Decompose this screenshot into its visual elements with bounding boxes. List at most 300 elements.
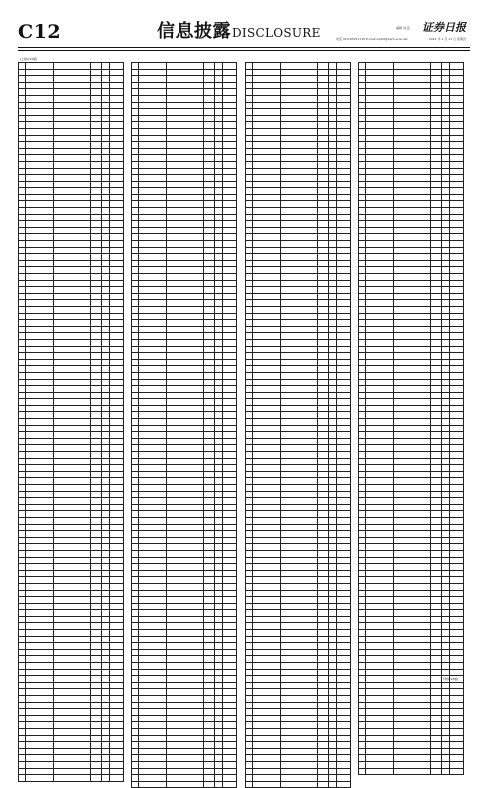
table-cell <box>318 116 329 122</box>
table-cell <box>246 234 253 240</box>
table-cell <box>215 76 223 82</box>
table-cell <box>19 89 26 95</box>
table-row <box>359 294 464 301</box>
table-cell <box>318 564 329 570</box>
table-cell <box>26 63 54 69</box>
table-cell <box>110 703 124 709</box>
table-cell <box>102 109 110 115</box>
table-cell <box>246 492 253 498</box>
table-cell <box>102 320 110 326</box>
table-cell <box>431 248 442 254</box>
table-cell <box>54 201 91 207</box>
table-cell <box>54 373 91 379</box>
table-cell <box>54 412 91 418</box>
table-cell <box>431 353 442 359</box>
table-cell <box>167 623 204 629</box>
table-row <box>246 782 351 788</box>
table-cell <box>91 307 102 313</box>
table-cell <box>215 274 223 280</box>
table-cell <box>91 558 102 564</box>
table-cell <box>246 445 253 451</box>
table-cell <box>329 201 337 207</box>
table-cell <box>281 360 318 366</box>
table-cell <box>139 320 167 326</box>
table-row <box>132 452 237 459</box>
table-cell <box>366 169 394 175</box>
table-cell <box>91 228 102 234</box>
table-row <box>132 373 237 380</box>
table-cell <box>442 294 450 300</box>
table-cell <box>215 492 223 498</box>
table-cell <box>204 347 215 353</box>
table-cell <box>329 465 337 471</box>
table-cell <box>450 162 464 168</box>
table-cell <box>337 755 351 761</box>
table-cell <box>223 742 237 748</box>
table-cell <box>337 630 351 636</box>
table-cell <box>329 83 337 89</box>
table-cell <box>246 327 253 333</box>
table-row <box>19 571 124 578</box>
table-cell <box>450 597 464 603</box>
table-cell <box>394 610 431 616</box>
table-cell <box>132 208 139 214</box>
table-cell <box>215 465 223 471</box>
table-cell <box>253 89 281 95</box>
newspaper-logo: 证券日报 <box>422 21 466 34</box>
table-cell <box>359 650 366 656</box>
table-cell <box>91 584 102 590</box>
table-row <box>132 386 237 393</box>
table-cell <box>102 228 110 234</box>
table-cell <box>431 175 442 181</box>
table-cell <box>91 201 102 207</box>
table-cell <box>204 412 215 418</box>
table-row <box>132 63 237 70</box>
table-cell <box>450 643 464 649</box>
table-cell <box>337 347 351 353</box>
table-cell <box>394 360 431 366</box>
table-cell <box>450 89 464 95</box>
table-cell <box>442 373 450 379</box>
table-cell <box>91 353 102 359</box>
table-cell <box>253 83 281 89</box>
table-cell <box>253 406 281 412</box>
table-cell <box>394 155 431 161</box>
table-cell <box>19 83 26 89</box>
table-cell <box>281 709 318 715</box>
table-cell <box>167 643 204 649</box>
table-cell <box>110 195 124 201</box>
table-cell <box>246 769 253 775</box>
table-cell <box>110 373 124 379</box>
table-cell <box>139 769 167 775</box>
table-cell <box>431 663 442 669</box>
table-row <box>359 169 464 176</box>
table-row <box>246 525 351 532</box>
table-cell <box>366 281 394 287</box>
table-cell <box>91 518 102 524</box>
table-cell <box>442 696 450 702</box>
table-cell <box>139 755 167 761</box>
table-cell <box>359 188 366 194</box>
table-cell <box>132 564 139 570</box>
table-cell <box>167 571 204 577</box>
table-cell <box>132 287 139 293</box>
table-cell <box>102 584 110 590</box>
table-row <box>19 610 124 617</box>
table-row <box>246 630 351 637</box>
table-row <box>246 762 351 769</box>
table-cell <box>431 169 442 175</box>
table-cell <box>394 676 431 682</box>
table-cell <box>450 399 464 405</box>
table-cell <box>337 689 351 695</box>
table-cell <box>19 465 26 471</box>
table-cell <box>329 76 337 82</box>
table-cell <box>54 656 91 662</box>
table-cell <box>54 320 91 326</box>
table-cell <box>139 307 167 313</box>
table-cell <box>318 393 329 399</box>
table-row <box>132 518 237 525</box>
table-cell <box>110 459 124 465</box>
table-cell <box>318 551 329 557</box>
table-cell <box>215 267 223 273</box>
table-cell <box>359 505 366 511</box>
table-cell <box>102 525 110 531</box>
table-cell <box>139 498 167 504</box>
table-cell <box>329 393 337 399</box>
table-cell <box>91 465 102 471</box>
table-cell <box>394 762 431 768</box>
table-cell <box>26 445 54 451</box>
table-cell <box>139 380 167 386</box>
table-cell <box>110 689 124 695</box>
table-cell <box>19 287 26 293</box>
table-cell <box>167 769 204 775</box>
table-cell <box>215 525 223 531</box>
table-cell <box>110 347 124 353</box>
table-cell <box>132 670 139 676</box>
table-cell <box>253 709 281 715</box>
table-cell <box>450 412 464 418</box>
table-cell <box>91 248 102 254</box>
table-cell <box>19 749 26 755</box>
table-cell <box>253 782 281 788</box>
table-row <box>359 63 464 70</box>
table-cell <box>139 432 167 438</box>
table-cell <box>359 663 366 669</box>
table-cell <box>215 531 223 537</box>
table-row <box>19 234 124 241</box>
table-cell <box>359 591 366 597</box>
table-cell <box>394 591 431 597</box>
table-cell <box>223 650 237 656</box>
table-row <box>246 637 351 644</box>
table-cell <box>132 505 139 511</box>
table-cell <box>102 703 110 709</box>
table-cell <box>139 188 167 194</box>
table-cell <box>132 188 139 194</box>
table-cell <box>223 347 237 353</box>
table-cell <box>223 525 237 531</box>
table-cell <box>246 406 253 412</box>
table-cell <box>139 109 167 115</box>
table-cell <box>110 696 124 702</box>
table-cell <box>102 749 110 755</box>
table-cell <box>215 584 223 590</box>
table-cell <box>139 76 167 82</box>
table-cell <box>281 525 318 531</box>
table-cell <box>204 511 215 517</box>
table-cell <box>91 366 102 372</box>
table-cell <box>337 577 351 583</box>
table-cell <box>246 432 253 438</box>
table-cell <box>132 498 139 504</box>
table-cell <box>132 116 139 122</box>
table-cell <box>394 333 431 339</box>
table-cell <box>431 459 442 465</box>
table-cell <box>253 169 281 175</box>
table-cell <box>19 551 26 557</box>
table-cell <box>318 406 329 412</box>
table-cell <box>394 215 431 221</box>
table-cell <box>431 492 442 498</box>
table-cell <box>54 538 91 544</box>
table-cell <box>253 531 281 537</box>
table-cell <box>246 412 253 418</box>
table-row <box>246 76 351 83</box>
table-row <box>132 122 237 129</box>
table-cell <box>167 386 204 392</box>
table-cell <box>394 136 431 142</box>
table-cell <box>337 221 351 227</box>
table-cell <box>54 399 91 405</box>
table-cell <box>19 248 26 254</box>
table-cell <box>215 419 223 425</box>
table-cell <box>281 564 318 570</box>
table-cell <box>110 683 124 689</box>
table-cell <box>450 294 464 300</box>
table-cell <box>318 736 329 742</box>
table-cell <box>281 155 318 161</box>
table-cell <box>102 333 110 339</box>
table-cell <box>450 307 464 313</box>
table-cell <box>102 241 110 247</box>
table-cell <box>132 544 139 550</box>
table-cell <box>329 175 337 181</box>
table-cell <box>102 432 110 438</box>
table-cell <box>102 201 110 207</box>
table-cell <box>215 426 223 432</box>
table-cell <box>246 452 253 458</box>
table-cell <box>442 314 450 320</box>
table-cell <box>139 122 167 128</box>
table-cell <box>167 281 204 287</box>
table-cell <box>442 201 450 207</box>
table-cell <box>329 109 337 115</box>
table-row <box>132 564 237 571</box>
table-cell <box>26 604 54 610</box>
table-cell <box>139 63 167 69</box>
table-cell <box>167 558 204 564</box>
table-cell <box>19 274 26 280</box>
table-row <box>19 637 124 644</box>
table-cell <box>431 234 442 240</box>
table-cell <box>102 353 110 359</box>
table-cell <box>329 478 337 484</box>
table-cell <box>204 188 215 194</box>
table-cell <box>54 188 91 194</box>
table-cell <box>450 670 464 676</box>
table-cell <box>204 762 215 768</box>
table-row <box>246 722 351 729</box>
table-cell <box>19 525 26 531</box>
table-cell <box>337 478 351 484</box>
table-row <box>132 769 237 776</box>
table-cell <box>318 689 329 695</box>
table-cell <box>359 558 366 564</box>
table-cell <box>329 597 337 603</box>
table-cell <box>359 452 366 458</box>
table-cell <box>394 175 431 181</box>
table-cell <box>246 399 253 405</box>
table-cell <box>253 472 281 478</box>
table-cell <box>26 643 54 649</box>
table-cell <box>281 445 318 451</box>
table-cell <box>318 155 329 161</box>
table-cell <box>215 234 223 240</box>
table-cell <box>253 399 281 405</box>
table-row <box>132 597 237 604</box>
table-row <box>246 353 351 360</box>
table-row <box>19 736 124 743</box>
table-cell <box>167 478 204 484</box>
table-cell <box>366 261 394 267</box>
table-cell <box>329 314 337 320</box>
table-cell <box>329 558 337 564</box>
table-cell <box>204 722 215 728</box>
table-cell <box>54 169 91 175</box>
table-cell <box>253 762 281 768</box>
table-cell <box>215 518 223 524</box>
table-cell <box>246 703 253 709</box>
table-row <box>132 83 237 90</box>
table-cell <box>431 195 442 201</box>
table-cell <box>91 591 102 597</box>
table-cell <box>132 63 139 69</box>
table-row <box>132 201 237 208</box>
table-row <box>359 70 464 77</box>
table-row <box>246 234 351 241</box>
table-cell <box>110 188 124 194</box>
table-row <box>246 663 351 670</box>
table-cell <box>54 689 91 695</box>
table-row <box>132 544 237 551</box>
table-cell <box>215 729 223 735</box>
table-cell <box>359 175 366 181</box>
table-cell <box>450 254 464 260</box>
table-cell <box>253 492 281 498</box>
table-cell <box>337 465 351 471</box>
table-cell <box>394 525 431 531</box>
table-cell <box>167 511 204 517</box>
table-cell <box>253 340 281 346</box>
table-cell <box>54 261 91 267</box>
table-cell <box>329 518 337 524</box>
table-row <box>246 195 351 202</box>
table-cell <box>394 169 431 175</box>
table-cell <box>318 432 329 438</box>
table-cell <box>91 426 102 432</box>
table-cell <box>215 129 223 135</box>
table-row <box>246 162 351 169</box>
table-cell <box>337 439 351 445</box>
table-cell <box>215 201 223 207</box>
table-cell <box>394 320 431 326</box>
table-cell <box>26 129 54 135</box>
table-row <box>19 221 124 228</box>
table-cell <box>91 122 102 128</box>
table-cell <box>167 531 204 537</box>
table-cell <box>204 360 215 366</box>
table-row <box>132 307 237 314</box>
table-cell <box>167 89 204 95</box>
table-cell <box>167 505 204 511</box>
table-cell <box>91 162 102 168</box>
table-cell <box>167 637 204 643</box>
table-cell <box>253 591 281 597</box>
table-row <box>359 623 464 630</box>
table-cell <box>337 83 351 89</box>
table-cell <box>359 116 366 122</box>
table-row <box>19 696 124 703</box>
table-cell <box>223 221 237 227</box>
table-cell <box>442 129 450 135</box>
table-row <box>359 531 464 538</box>
table-cell <box>204 670 215 676</box>
table-row <box>359 241 464 248</box>
table-row <box>132 505 237 512</box>
table-cell <box>442 478 450 484</box>
table-cell <box>366 604 394 610</box>
table-row <box>19 755 124 762</box>
table-cell <box>215 432 223 438</box>
table-cell <box>366 564 394 570</box>
table-cell <box>281 663 318 669</box>
table-cell <box>167 696 204 702</box>
table-cell <box>394 208 431 214</box>
table-cell <box>102 643 110 649</box>
table-cell <box>431 96 442 102</box>
table-cell <box>139 419 167 425</box>
table-cell <box>329 683 337 689</box>
table-row <box>359 769 464 776</box>
table-cell <box>132 215 139 221</box>
table-row <box>359 472 464 479</box>
table-cell <box>91 195 102 201</box>
table-cell <box>167 749 204 755</box>
table-cell <box>281 182 318 188</box>
table-cell <box>253 373 281 379</box>
table-cell <box>110 755 124 761</box>
table-row <box>19 676 124 683</box>
table-cell <box>223 63 237 69</box>
table-cell <box>91 103 102 109</box>
table-cell <box>253 116 281 122</box>
table-cell <box>110 749 124 755</box>
